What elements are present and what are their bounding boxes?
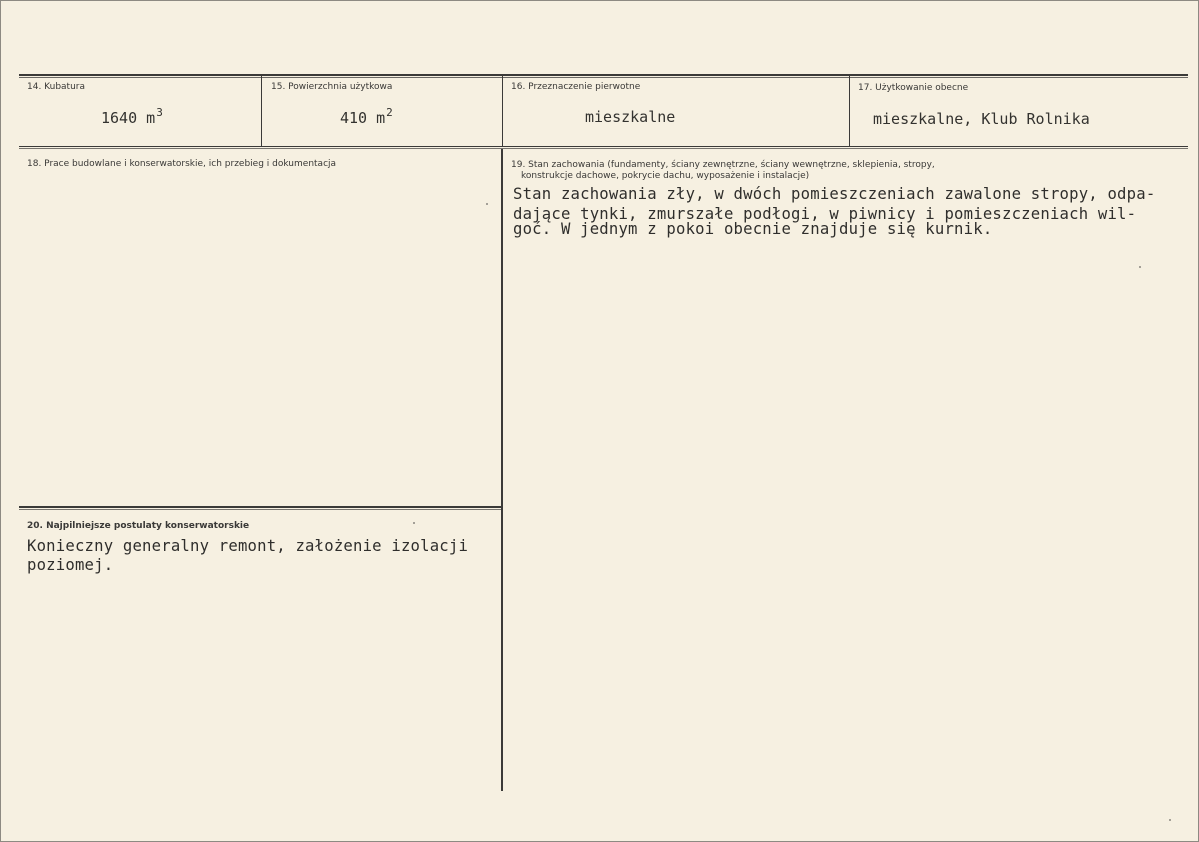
top-rule — [19, 74, 1188, 76]
paper-speck — [486, 203, 488, 205]
top-rule-thin — [19, 77, 1188, 78]
divider-15-16 — [502, 76, 503, 147]
field-15-value — [340, 106, 393, 127]
paper-speck — [413, 522, 415, 524]
field-15-label: 15. Powierzchnia użytkowa — [271, 82, 393, 92]
field-15-value-text: 410 m — [340, 109, 386, 127]
field-19-text-line3: goć. W jednym z pokoi obecnie znajduje się kurnik. — [513, 220, 993, 238]
divider-14-15 — [261, 76, 262, 147]
section-18-20-rule — [19, 506, 501, 508]
field-14-value-text: 1640 m — [101, 109, 156, 127]
field-18-label: 18. Prace budowlane i konserwatorskie, ich przebieg i dokumentacja — [27, 159, 337, 169]
field-15-unit-exponent: 2 — [386, 106, 393, 119]
field-19-text-line2: dające tynki, zmurszałe podłogi, w piwnicy i pomieszczeniach wil- — [513, 205, 1137, 223]
field-16-value: mieszkalne — [585, 108, 676, 126]
field-17-label: 17. Użytkowanie obecne — [858, 83, 969, 93]
row1-bottom-rule-thin — [19, 148, 1188, 149]
main-column-divider — [501, 149, 503, 791]
paper-speck — [1169, 819, 1171, 821]
field-14-unit-exponent: 3 — [156, 106, 163, 119]
paper-speck — [1139, 266, 1141, 268]
field-19-text-line1: Stan zachowania zły, w dwóch pomieszczeniach zawalone stropy, odpa- — [513, 185, 1156, 203]
field-20-text-line2: poziomej. — [27, 556, 114, 574]
field-14-label: 14. Kubatura — [27, 82, 86, 92]
field-14-value — [101, 106, 163, 127]
row1-bottom-rule — [19, 146, 1188, 147]
field-19-label-line2: konstrukcje dachowe, pokrycie dachu, wyposażenie i instalacje) — [521, 171, 810, 181]
field-16-label: 16. Przeznaczenie pierwotne — [511, 82, 641, 92]
divider-16-17 — [849, 76, 850, 147]
field-20-text-line1: Konieczny generalny remont, założenie izolacji — [27, 537, 469, 555]
field-20-label: 20. Najpilniejsze postulaty konserwatorskie — [27, 521, 250, 531]
field-19-label-line1: 19. Stan zachowania (fundamenty, ściany zewnętrzne, ściany wewnętrzne, sklepienia, stropy, — [511, 160, 935, 170]
field-17-value: mieszkalne, Klub Rolnika — [873, 110, 1090, 128]
section-18-20-rule-thin — [19, 509, 501, 510]
